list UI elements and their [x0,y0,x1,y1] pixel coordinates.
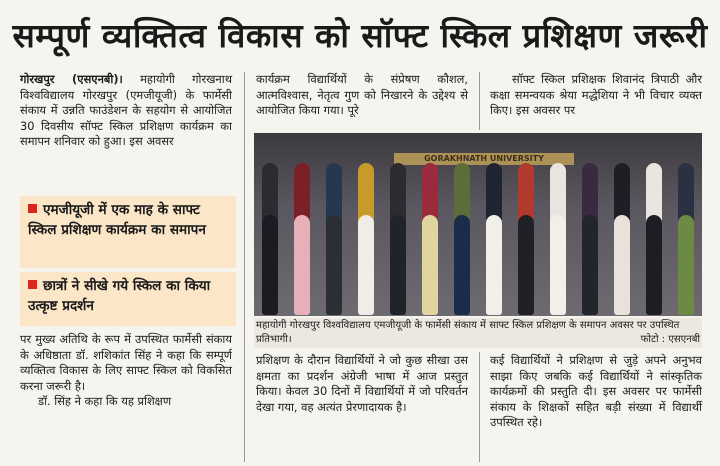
group-photo [254,133,702,316]
bullet-square-icon [28,204,37,213]
front-row [254,215,702,315]
column-divider [244,72,245,462]
col1-continuation: पर मुख्य अतिथि के रूप में उपस्थित फार्मेसी संकाय के अधिष्ठाता डॉ. शशिकांत सिंह ने कहा कि सम्पूर्ण व्यक्तित्व विकास के लिए साफ्ट स्किल को विकसित करना जरूरी है। [20,332,232,393]
highlight-box-2 [20,272,236,326]
column-2-continued [256,353,468,415]
col1-last-line: डॉ. सिंह ने कहा कि यह प्रशिक्षण [38,394,172,409]
column-1 [20,72,232,150]
intro-text: महायोगी गोरखनाथ विश्वविद्यालय गोरखपुर (एमजीयूजी) के फार्मेसी संकाय में उन्नति फाउंडेशन के सहयोग से आयोजित 30 दिवसीय सॉफ्ट स्किल प्रशिक्षण कार्यक्रम का समापन शनिवार को हुआ। इस अवसर [20,72,232,149]
dateline: गोरखपुर (एसएनबी)। [20,72,123,86]
column-2 [256,72,468,119]
column-divider [479,72,480,130]
photo-caption [254,318,702,348]
headline: सम्पूर्ण व्यक्तित्व विकास को सॉफ्ट स्किल प्रशिक्षण जरूरी [12,15,708,55]
column-3 [490,72,702,119]
bullet-square-icon [28,280,37,289]
highlight-text-1: एमजीयूजी में एक माह के साफ्ट स्किल प्रशिक्षण कार्यक्रम का समापन [28,202,206,238]
col2-continuation: प्रशिक्षण के दौरान विद्यार्थियों ने जो कुछ सीखा उस क्षमता का प्रदर्शन अंग्रेजी भाषा में आज प्रस्तुत किया। केवल 30 दिनों में विद्यार्थियों में जो परिवर्तन देखा गया, वह अत्यंत प्रेरणादायक है। [256,353,468,414]
highlight-text-2: छात्रों ने सीखे गये स्किल का किया उत्कृष्ट प्रदर्शन [28,278,211,314]
column-divider [479,352,480,462]
intro-paragraph [20,72,232,150]
col3-text: सॉफ्ट स्किल प्रशिक्षक शिवानंद त्रिपाठी और कक्षा समन्वयक श्रेया मद्धेशिया ने भी विचार व्यक्त किए। इस अवसर पर [490,72,702,118]
column-3-continued [490,353,702,431]
photo-banner: GORAKHNATH UNIVERSITY [394,153,574,165]
col3-continuation: कई विद्यार्थियों ने प्रशिक्षण से जुड़े अपने अनुभव साझा किए जबकि कई विद्यार्थियों ने सांस्कृतिक कार्यक्रमों की प्रस्तुति दी। इस अवसर पर फार्मेसी संकाय के शिक्षकों सहित बड़ी संख्या में विद्यार्थी उपस्थित रहे। [490,353,702,430]
caption-text: महायोगी गोरखपुर विश्वविद्यालय एमजीयूजी के फार्मेसी संकाय में साफ्ट स्किल प्रशिक्षण के समापन अवसर पर उपस्थित प्रतिभागी। [256,320,680,345]
column-1-continued [20,332,232,410]
highlight-box-1 [20,196,236,268]
photo-credit: फोटो : एसएनबी [640,334,700,345]
col2-text: कार्यक्रम विद्यार्थियों के संप्रेषण कौशल, आत्मविश्वास, नेतृत्व गुण को निखारने के उद्देश्य से आयोजित किया गया। पूरे [256,72,468,118]
